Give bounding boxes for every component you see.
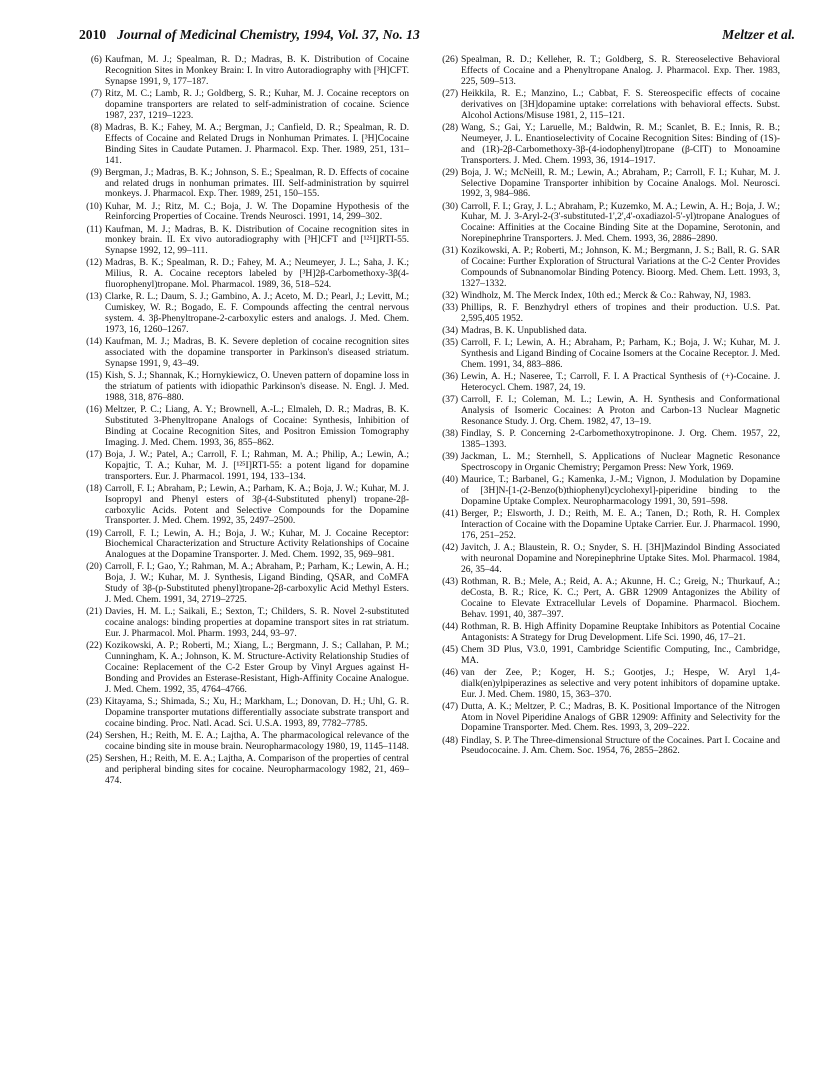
reference-number: (36) (442, 371, 458, 383)
running-header (79, 27, 795, 45)
reference-number: (27) (442, 87, 458, 99)
reference-item (435, 736, 780, 758)
reference-text: Kuhar, M. J.; Ritz, M. C.; Boja, J. W. The Dopamine Hypothesis of the Reinforcing Properties of Cocaine. Trends Neurosci. 1991, 14, 299–302. (105, 200, 409, 223)
reference-item (435, 123, 780, 167)
reference-item (79, 337, 409, 370)
reference-item (79, 754, 409, 787)
reference-number: (46) (442, 666, 458, 678)
reference-number: (30) (442, 200, 458, 212)
reference-number: (31) (442, 245, 458, 257)
reference-text: van der Zee, P.; Koger, H. S.; Gootjes, J.; Hespe, W. Aryl 1,4-dialk(en)ylpiperazines as selective and very potent inhibitors of dopamine uptake. Eur. J. Med. Chem. 1980, 15, 363–370. (461, 666, 780, 700)
reference-item (435, 395, 780, 428)
reference-item (435, 645, 780, 667)
reference-text: Findlay, S. P. Concerning 2-Carbomethoxytropinone. J. Org. Chem. 1957, 22, 1385–1393. (461, 428, 780, 451)
page-number: 2010 (79, 27, 107, 42)
reference-text: Sershen, H.; Reith, M. E. A.; Lajtha, A. Comparison of the properties of central and peripheral binding sites for cocaine. Neuropharmacology 1982, 21, 469–474. (105, 752, 409, 786)
reference-text: Heikkila, R. E.; Manzino, L.; Cabbat, F. S. Stereospecific effects of cocaine derivatives on [3H]dopamine uptake: correlations with behavioral effects. Subst. Alcohol Actions/Misuse 1981, 2, 115–121. (461, 87, 780, 121)
reference-number: (20) (86, 561, 102, 573)
reference-item (79, 405, 409, 449)
reference-item (435, 452, 780, 474)
reference-text: Madras, B. K.; Fahey, M. A.; Bergman, J.; Canfield, D. R.; Spealman, R. D. Effects of Cocaine and Related Drugs in Nonhuman Primates. I. [³H]Cocaine Binding Sites in Caudate Putamen. J. Pharmacol. Exp. Ther. 1989, 251, 131–141. (105, 121, 409, 166)
reference-item (79, 225, 409, 258)
reference-text: Phillips, R. F. Benzhydryl ethers of tropines and their production. U.S. Pat. 2,595,405 1952. (461, 302, 780, 325)
reference-number: (48) (442, 734, 458, 746)
reference-number: (8) (90, 121, 102, 133)
reference-number: (12) (86, 257, 102, 269)
reference-item (435, 668, 780, 701)
reference-item (435, 543, 780, 576)
reference-item (435, 372, 780, 394)
reference-number: (42) (442, 541, 458, 553)
reference-text: Kozikowski, A. P.; Roberti, M.; Johnson, K. M.; Bergmann, J. S.; Ball, R. G. SAR of Cocaine: Further Exploration of Structural Variations at the C-2 Center Provides Compounds of Subnanomolar Binding Potency. Bioorg. Med. Chem. Lett. 1993, 3, 1327–1332. (461, 245, 780, 290)
reference-text: Carroll, F. I.; Gray, J. L.; Abraham, P.; Kuzemko, M. A.; Lewin, A. H.; Boja, J. W.; Kuhar, M. J. 3-Aryl-2-(3'-substituted-1',2',4'-oxadiazol-5'-yl)tropane Analogues of Cocaine: Affinities at the Cocaine Binding Site at the Dopamine, Serotonin, and Norepinephrine Transporters. J. Med. Chem. 1993, 36, 2886–2890. (461, 200, 780, 245)
reference-text: Boja, J. W.; Patel, A.; Carroll, F. I.; Rahman, M. A.; Philip, A.; Lewin, A.; Kopajtic, T. A.; Kuhar, M. J. [¹²⁵I]RTI-55: a potent ligand for dopamine transporters. Eur. J. Pharmacol. 1991, 194, 133–134. (105, 448, 409, 482)
reference-number: (10) (86, 200, 102, 212)
reference-text: Bergman, J.; Madras, B. K.; Johnson, S. E.; Spealman, R. D. Effects of cocaine and related drugs in nonhuman primates. III. Self-administration by squirrel monkeys. J. Pharmacol. Exp. Ther. 1989, 251, 150–155. (105, 166, 409, 200)
reference-text: Carroll, F. I.; Gao, Y.; Rahman, M. A.; Abraham, P.; Parham, K.; Lewin, A. H.; Boja, J. W.; Kuhar, M. J. Synthesis, Ligand Binding, QSAR, and CoMFA Study of 3β-(p-Substituted phenyl)tropane-2β-carboxylic Acid Methyl Esters. J. Med. Chem. 1991, 34, 2719–2725. (105, 561, 409, 606)
reference-number: (38) (442, 428, 458, 440)
reference-text: Findlay, S. P. The Three-dimensional Structure of the Cocaines. Part I. Cocaine and Pseudococaine. J. Am. Chem. Soc. 1954, 76, 2855–2862. (461, 734, 780, 757)
reference-item (435, 246, 780, 290)
reference-item (79, 607, 409, 640)
reference-item (435, 168, 780, 201)
reference-text: Boja, J. W.; McNeill, R. M.; Lewin, A.; Abraham, P.; Carroll, F. I.; Kuhar, M. J. Selective Dopamine Transporter inhibition by Cocaine Analogs. Mol. Neurosci. 1992, 3, 984–986. (461, 166, 780, 200)
reference-number: (44) (442, 620, 458, 632)
reference-text: Maurice, T.; Barbanel, G.; Kamenka, J.-M.; Vignon, J. Modulation by Dopamine of [3H]N-[1-(2-Benzo(b)thiophenyl)cyclohexyl]-piperidine binding to the Dopamine Uptake Complex. Neuropharmacology 1991, 30, 591–598. (461, 474, 780, 507)
reference-item (79, 55, 409, 88)
reference-text: Kaufman, M. J.; Madras, B. K. Distribution of Cocaine recognition sites in monkey brain. II. Ex vivo autoradiography with [³H]CFT and [¹²⁵I]RTI-55. Synapse 1992, 12, 99–111. (105, 223, 409, 257)
reference-text: Lewin, A. H.; Naseree, T.; Carroll, F. I. A Practical Synthesis of (+)-Cocaine. J. Heterocycl. Chem. 1987, 24, 19. (461, 371, 780, 394)
reference-number: (28) (442, 121, 458, 133)
reference-number: (21) (86, 606, 102, 618)
reference-text: Madras, B. K. Unpublished data. (461, 325, 587, 337)
reference-number: (29) (442, 166, 458, 178)
reference-text: Sershen, H.; Reith, M. E. A.; Lajtha, A. The pharmacological relevance of the cocaine binding site in mouse brain. Neuropharmacology 1980, 19, 1145–1148. (105, 729, 409, 752)
reference-item (435, 338, 780, 371)
reference-number: (13) (86, 291, 102, 303)
reference-item (79, 202, 409, 224)
reference-text: Carroll, F. I.; Coleman, M. L.; Lewin, A. H. Synthesis and Conformational Analysis of Isomeric Cocaines: A Proton and Carbon-13 Nuclear Magnetic Resonance Study. J. Org. Chem. 1982, 47, 13–19. (461, 394, 780, 428)
reference-item (435, 291, 780, 302)
reference-number: (16) (86, 403, 102, 415)
reference-number: (34) (442, 325, 458, 337)
reference-number: (47) (442, 700, 458, 712)
reference-item (79, 450, 409, 483)
reference-text: Meltzer, P. C.; Liang, A. Y.; Brownell, A.-L.; Elmaleh, D. R.; Madras, B. K. Substituted 3-Phenyltropane Analogs of Cocaine: Synthesis, Inhibition of Binding at Cocaine Recognition Sites, and Positron Emission Tomography Imaging. J. Med. Chem. 1993, 36, 855–862. (105, 403, 409, 448)
reference-text: Spealman, R. D.; Kelleher, R. T.; Goldberg, S. R. Stereoselective Behavioral Effects of Cocaine and a Phenyltropane Analog. J. Pharmacol. Exp. Ther. 1983, 225, 509–513. (461, 54, 780, 87)
reference-item (79, 484, 409, 528)
reference-text: Madras, B. K.; Spealman, R. D.; Fahey, M. A.; Neumeyer, J. L.; Saha, J. K.; Milius, R. A. Cocaine receptors labeled by [³H]2β-Carbomethoxy-3β(4-fluorophenyl)tropane. Mol. Pharmacol. 1989, 36, 518–524. (105, 257, 409, 291)
journal-citation: Journal of Medicinal Chemistry, 1994, Vol. 37, No. 13 (117, 27, 420, 42)
reference-item (79, 697, 409, 730)
reference-number: (43) (442, 575, 458, 587)
reference-text: Berger, P.; Elsworth, J. D.; Reith, M. E. A.; Tanen, D.; Roth, R. H. Complex Interaction of Cocaine with the Dopamine Uptake Carrier. Eur. J. Pharmacol. 1990, 176, 251–252. (461, 508, 780, 541)
reference-item (435, 475, 780, 508)
reference-number: (22) (86, 640, 102, 652)
reference-item (79, 641, 409, 696)
reference-number: (19) (86, 527, 102, 539)
reference-item (79, 562, 409, 606)
reference-number: (18) (86, 482, 102, 494)
reference-text: Kaufman, M. J.; Madras, B. K. Severe depletion of cocaine recognition sites associated with the dopamine transporter in Parkinson's diseased striatum. Synapse 1991, 9, 43–49. (105, 336, 409, 369)
reference-text: Jackman, L. M.; Sternhell, S. Applications of Nuclear Magnetic Resonance Spectroscopy in Organic Chemistry; Pergamon Press: New York, 1969. (461, 451, 780, 474)
reference-text: Carroll, F. I.; Lewin, A. H.; Boja, J. W.; Kuhar, M. J. Cocaine Receptor: Biochemical Characterization and Structure Activity Relationships of Cocaine Analogues at the Dopamine Transporter. J. Med. Chem. 1992, 35, 969–981. (105, 527, 409, 561)
reference-number: (23) (86, 695, 102, 707)
reference-text: Kozikowski, A. P.; Roberti, M.; Xiang, L.; Bergmann, J. S.; Callahan, P. M.; Cunningham, K. A.; Johnson, K. M. Structure-Activity Relationship Studies of Cocaine: Replacement of the C-2 Ester Group by Vinyl Argues against H-Bonding and Provides an Esterase-Resistant, High-Affinity Cocaine Analogue. J. Med. Chem. 1992, 35, 4764–4766. (105, 640, 409, 695)
reference-number: (14) (86, 336, 102, 348)
reference-item (79, 292, 409, 336)
reference-number: (6) (90, 54, 102, 65)
reference-text: Kitayama, S.; Shimada, S.; Xu, H.; Markham, L.; Donovan, D. H.; Uhl, G. R. Dopamine transporter mutations differentially associate substrate transport and cocaine binding. Proc. Natl. Acad. Sci. U.S.A. 1993, 89, 7782–7785. (105, 695, 409, 729)
reference-item (79, 731, 409, 753)
reference-item (435, 577, 780, 621)
reference-text: Rothman, R. B.; Mele, A.; Reid, A. A.; Akunne, H. C.; Greig, N.; Thurkauf, A.; deCosta, B. R.; Rice, K. C.; Pert, A. GBR 12909 Antagonizes the Ability of Cocaine to Elevate Extracellular Levels of Dopamine. Pharmacol. Biochem. Behav. 1991, 40, 387–397. (461, 575, 780, 620)
reference-text: Davies, H. M. L.; Saikali, E.; Sexton, T.; Childers, S. R. Novel 2-substituted cocaine analogs: binding properties at dopamine transport sites in rat striatum. Eur. J. Pharmacol. Mol. Pharm. 1993, 244, 93–97. (105, 606, 409, 640)
reference-number: (11) (86, 223, 102, 235)
reference-number: (40) (442, 474, 458, 486)
reference-item (435, 55, 780, 88)
reference-number: (17) (86, 448, 102, 460)
reference-number: (25) (86, 752, 102, 764)
running-authors: Meltzer et al. (722, 27, 795, 42)
reference-number: (37) (442, 394, 458, 406)
reference-number: (7) (90, 87, 102, 99)
reference-number: (26) (442, 54, 458, 65)
reference-text: Carroll, F. I.; Abraham, P.; Lewin, A.; Parham, K. A.; Boja, J. W.; Kuhar, M. J. Isopropyl and Phenyl esters of 3β-(4-Substituted phenyl) tropane-2β-carboxylic Acids. Potent and Selective Compounds for the Dopamine Transporter. J. Med. Chem. 1992, 35, 2497–2500. (105, 482, 409, 527)
reference-number: (24) (86, 729, 102, 741)
reference-number: (41) (442, 508, 458, 520)
reference-number: (9) (90, 166, 102, 178)
reference-item (79, 168, 409, 201)
reference-item (435, 326, 780, 337)
reference-text: Windholz, M. The Merck Index, 10th ed.; Merck & Co.: Rahway, NJ, 1983. (461, 290, 751, 302)
references-right-column (435, 55, 780, 759)
reference-text: Javitch, J. A.; Blaustein, R. O.; Snyder, S. H. [3H]Mazindol Binding Associated with neuronal Dopamine and Norepinephrine Uptake Sites. Mol. Pharmacol. 1984, 26, 35–44. (461, 541, 780, 575)
reference-item (435, 89, 780, 122)
reference-text: Chem 3D Plus, V3.0, 1991, Cambridge Scientific Computing, Inc., Cambridge, MA. (461, 643, 780, 666)
reference-text: Rothman, R. B. High Affinity Dopamine Reuptake Inhibitors as Potential Cocaine Antagonists: A Strategy for Drug Development. Life Sci. 1990, 46, 17–21. (461, 620, 780, 643)
reference-number: (15) (86, 370, 102, 382)
reference-text: Ritz, M. C.; Lamb, R. J.; Goldberg, S. R.; Kuhar, M. J. Cocaine receptors on dopamine transporters are related to self-administration of cocaine. Science 1987, 237, 1219–1223. (105, 87, 409, 121)
reference-text: Carroll, F. I.; Lewin, A. H.; Abraham, P.; Parham, K.; Boja, J. W.; Kuhar, M. J. Synthesis and Ligand Binding of Cocaine Isomers at the Cocaine Receptor. J. Med. Chem. 1991, 34, 883–886. (461, 337, 780, 371)
reference-item (79, 258, 409, 291)
reference-item (79, 529, 409, 562)
reference-item (435, 303, 780, 325)
reference-item (435, 622, 780, 644)
reference-item (435, 702, 780, 735)
reference-text: Dutta, A. K.; Meltzer, P. C.; Madras, B. K. Positional Importance of the Nitrogen Atom in Novel Piperidine Analogs of GBR 12909: Affinity and Selectivity for the Dopamine Transporter. Med. Chem. Res. 1993, 3, 209–222. (461, 700, 780, 734)
reference-number: (45) (442, 643, 458, 655)
reference-item (435, 429, 780, 451)
reference-text: Kaufman, M. J.; Spealman, R. D.; Madras, B. K. Distribution of Cocaine Recognition Sites in Monkey Brain: I. In vitro Autoradiography with [³H]CFT. Synapse 1991, 9, 177–187. (105, 54, 409, 87)
reference-text: Clarke, R. L.; Daum, S. J.; Gambino, A. J.; Aceto, M. D.; Pearl, J.; Levitt, M.; Cumiskey, W. R.; Bogado, E. F. Compounds affecting the central nervous system. 4. 3β-Phenyltropane-2-carboxylic esters and analogs. J. Med. Chem. 1973, 16, 1260–1267. (105, 291, 409, 336)
reference-number: (39) (442, 451, 458, 463)
reference-item (435, 202, 780, 246)
reference-number: (33) (442, 302, 458, 314)
reference-item (79, 123, 409, 167)
reference-number: (35) (442, 337, 458, 349)
reference-item (79, 371, 409, 404)
reference-text: Kish, S. J.; Shannak, K.; Hornykiewicz, O. Uneven pattern of dopamine loss in the striatum of patients with idiopathic Parkinson's disease. N. Engl. J. Med. 1988, 318, 876–880. (105, 370, 409, 403)
reference-text: Wang, S.; Gai, Y.; Laruelle, M.; Baldwin, R. M.; Scanlet, B. E.; Innis, R. B.; Neumeyer, J. L. Enantioselectivity of Cocaine Recognition Sites: Binding of (1S)- and (1R)-2β-Carbomethoxy-3β-(4-iodophenyl)tropane (β-CIT) to Monoamine Transporters. J. Med. Chem. 1993, 36, 1914–1917. (461, 121, 780, 166)
references-left-column (79, 55, 409, 788)
reference-item (435, 509, 780, 542)
reference-item (79, 89, 409, 122)
reference-number: (32) (442, 290, 458, 302)
